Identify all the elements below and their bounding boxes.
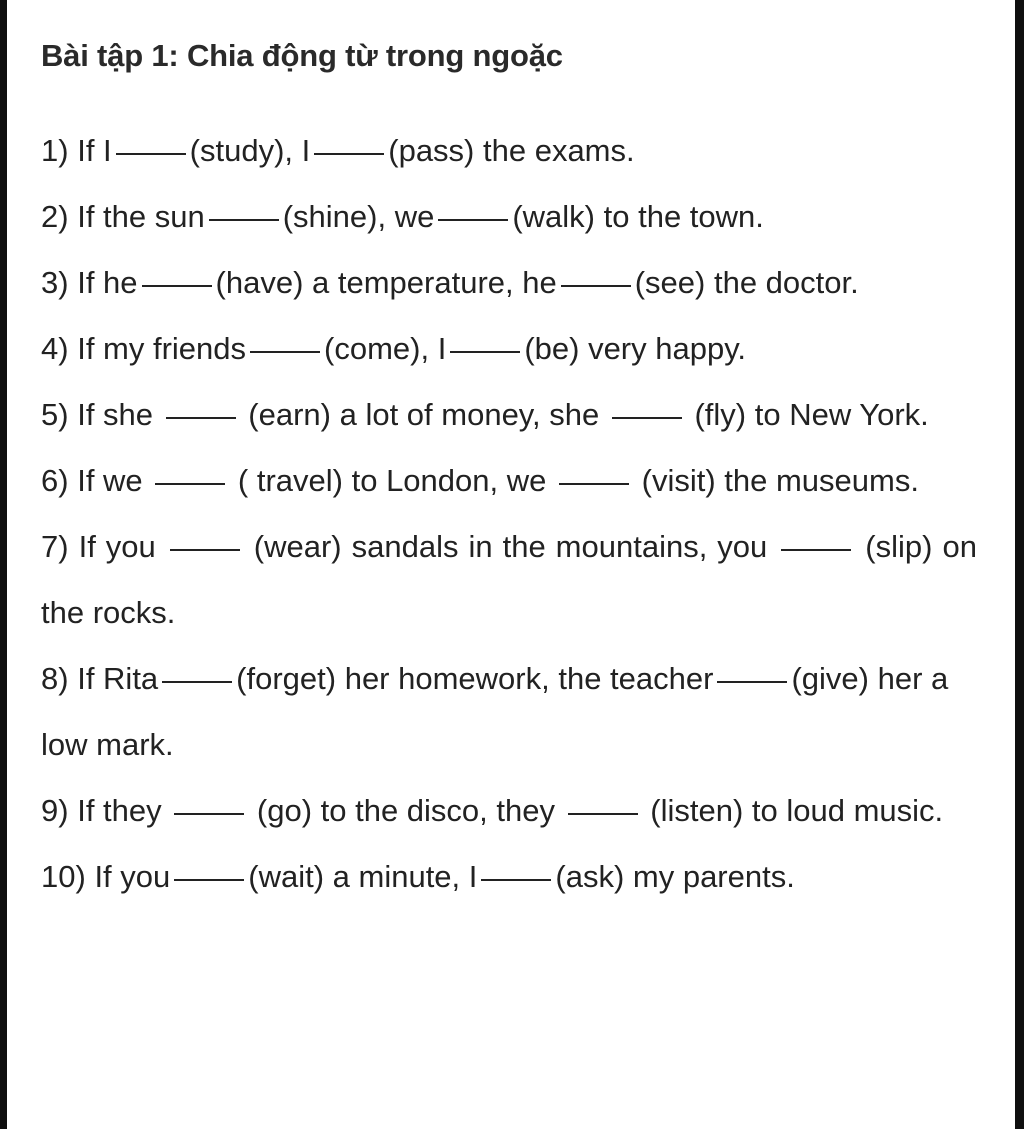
answer-blank bbox=[170, 549, 240, 551]
answer-blank bbox=[438, 219, 508, 221]
exercise-number: 6) bbox=[41, 463, 69, 498]
answer-blank bbox=[559, 483, 629, 485]
exercise-5 bbox=[41, 382, 977, 448]
exercise-text-end: (visit) the museums. bbox=[641, 463, 919, 498]
answer-blank bbox=[162, 681, 232, 683]
exercise-text-middle: (go) to the disco, they bbox=[256, 793, 555, 828]
exercise-6 bbox=[41, 448, 977, 514]
answer-blank bbox=[166, 417, 236, 419]
answer-blank bbox=[781, 549, 851, 551]
exercise-text-start: If the sun bbox=[77, 199, 205, 234]
exercise-number: 7) bbox=[41, 529, 69, 564]
exercise-9 bbox=[41, 778, 977, 844]
exercise-number: 10) bbox=[41, 859, 86, 894]
exercise-text-start: If he bbox=[77, 265, 138, 300]
exercise-text-middle: (study), I bbox=[189, 133, 311, 168]
exercise-text-start: If we bbox=[77, 463, 143, 498]
exercise-text-middle: ( travel) to London, we bbox=[237, 463, 547, 498]
exercise-number: 9) bbox=[41, 793, 69, 828]
exercise-text-start: If you bbox=[78, 529, 156, 564]
exercise-number: 1) bbox=[41, 133, 69, 168]
exercise-text-start: If they bbox=[77, 793, 162, 828]
exercise-text-end: (pass) the exams. bbox=[388, 133, 635, 168]
exercise-number: 5) bbox=[41, 397, 69, 432]
exercise-text-middle: (have) a temperature, he bbox=[215, 265, 557, 300]
exercise-text-end: (see) the doctor. bbox=[634, 265, 859, 300]
exercise-3 bbox=[41, 250, 977, 316]
exercise-text-start: If I bbox=[77, 133, 112, 168]
exercise-8 bbox=[41, 646, 977, 778]
page-title: Bài tập 1: Chia động từ trong ngoặc bbox=[41, 38, 563, 73]
exercise-text-end: (give) her a low mark. bbox=[41, 661, 949, 762]
answer-blank bbox=[561, 285, 631, 287]
exercise-10 bbox=[41, 844, 977, 910]
answer-blank bbox=[481, 879, 551, 881]
answer-blank bbox=[717, 681, 787, 683]
exercise-text-start: If she bbox=[77, 397, 154, 432]
exercise-list bbox=[41, 118, 977, 910]
exercise-7 bbox=[41, 514, 977, 646]
worksheet-page bbox=[7, 0, 1015, 1129]
answer-blank bbox=[174, 813, 244, 815]
exercise-text-middle: (come), I bbox=[324, 331, 447, 366]
exercise-1 bbox=[41, 118, 977, 184]
exercise-text-end: (fly) to New York. bbox=[694, 397, 929, 432]
answer-blank bbox=[116, 153, 186, 155]
answer-blank bbox=[142, 285, 212, 287]
exercise-number: 3) bbox=[41, 265, 69, 300]
exercise-2 bbox=[41, 184, 977, 250]
exercise-number: 8) bbox=[41, 661, 69, 696]
exercise-text-end: (slip) on the rocks. bbox=[41, 529, 977, 630]
exercise-text-middle: (shine), we bbox=[282, 199, 435, 234]
exercise-text-middle: (forget) her homework, the teacher bbox=[236, 661, 714, 696]
exercise-text-start: If Rita bbox=[77, 661, 159, 696]
exercise-4 bbox=[41, 316, 977, 382]
exercise-text-end: (be) very happy. bbox=[524, 331, 747, 366]
exercise-text-start: If my friends bbox=[77, 331, 247, 366]
exercise-number: 4) bbox=[41, 331, 69, 366]
exercise-text-middle: (wear) sandals in the mountains, you bbox=[253, 529, 768, 564]
exercise-text-middle: (wait) a minute, I bbox=[248, 859, 478, 894]
exercise-number: 2) bbox=[41, 199, 69, 234]
exercise-text-start: If you bbox=[94, 859, 171, 894]
answer-blank bbox=[450, 351, 520, 353]
exercise-text-end: (walk) to the town. bbox=[512, 199, 764, 234]
exercise-text-end: (ask) my parents. bbox=[555, 859, 795, 894]
answer-blank bbox=[250, 351, 320, 353]
answer-blank bbox=[568, 813, 638, 815]
answer-blank bbox=[612, 417, 682, 419]
answer-blank bbox=[155, 483, 225, 485]
answer-blank bbox=[314, 153, 384, 155]
answer-blank bbox=[174, 879, 244, 881]
exercise-text-middle: (earn) a lot of money, she bbox=[248, 397, 600, 432]
exercise-text-end: (listen) to loud music. bbox=[650, 793, 944, 828]
answer-blank bbox=[209, 219, 279, 221]
